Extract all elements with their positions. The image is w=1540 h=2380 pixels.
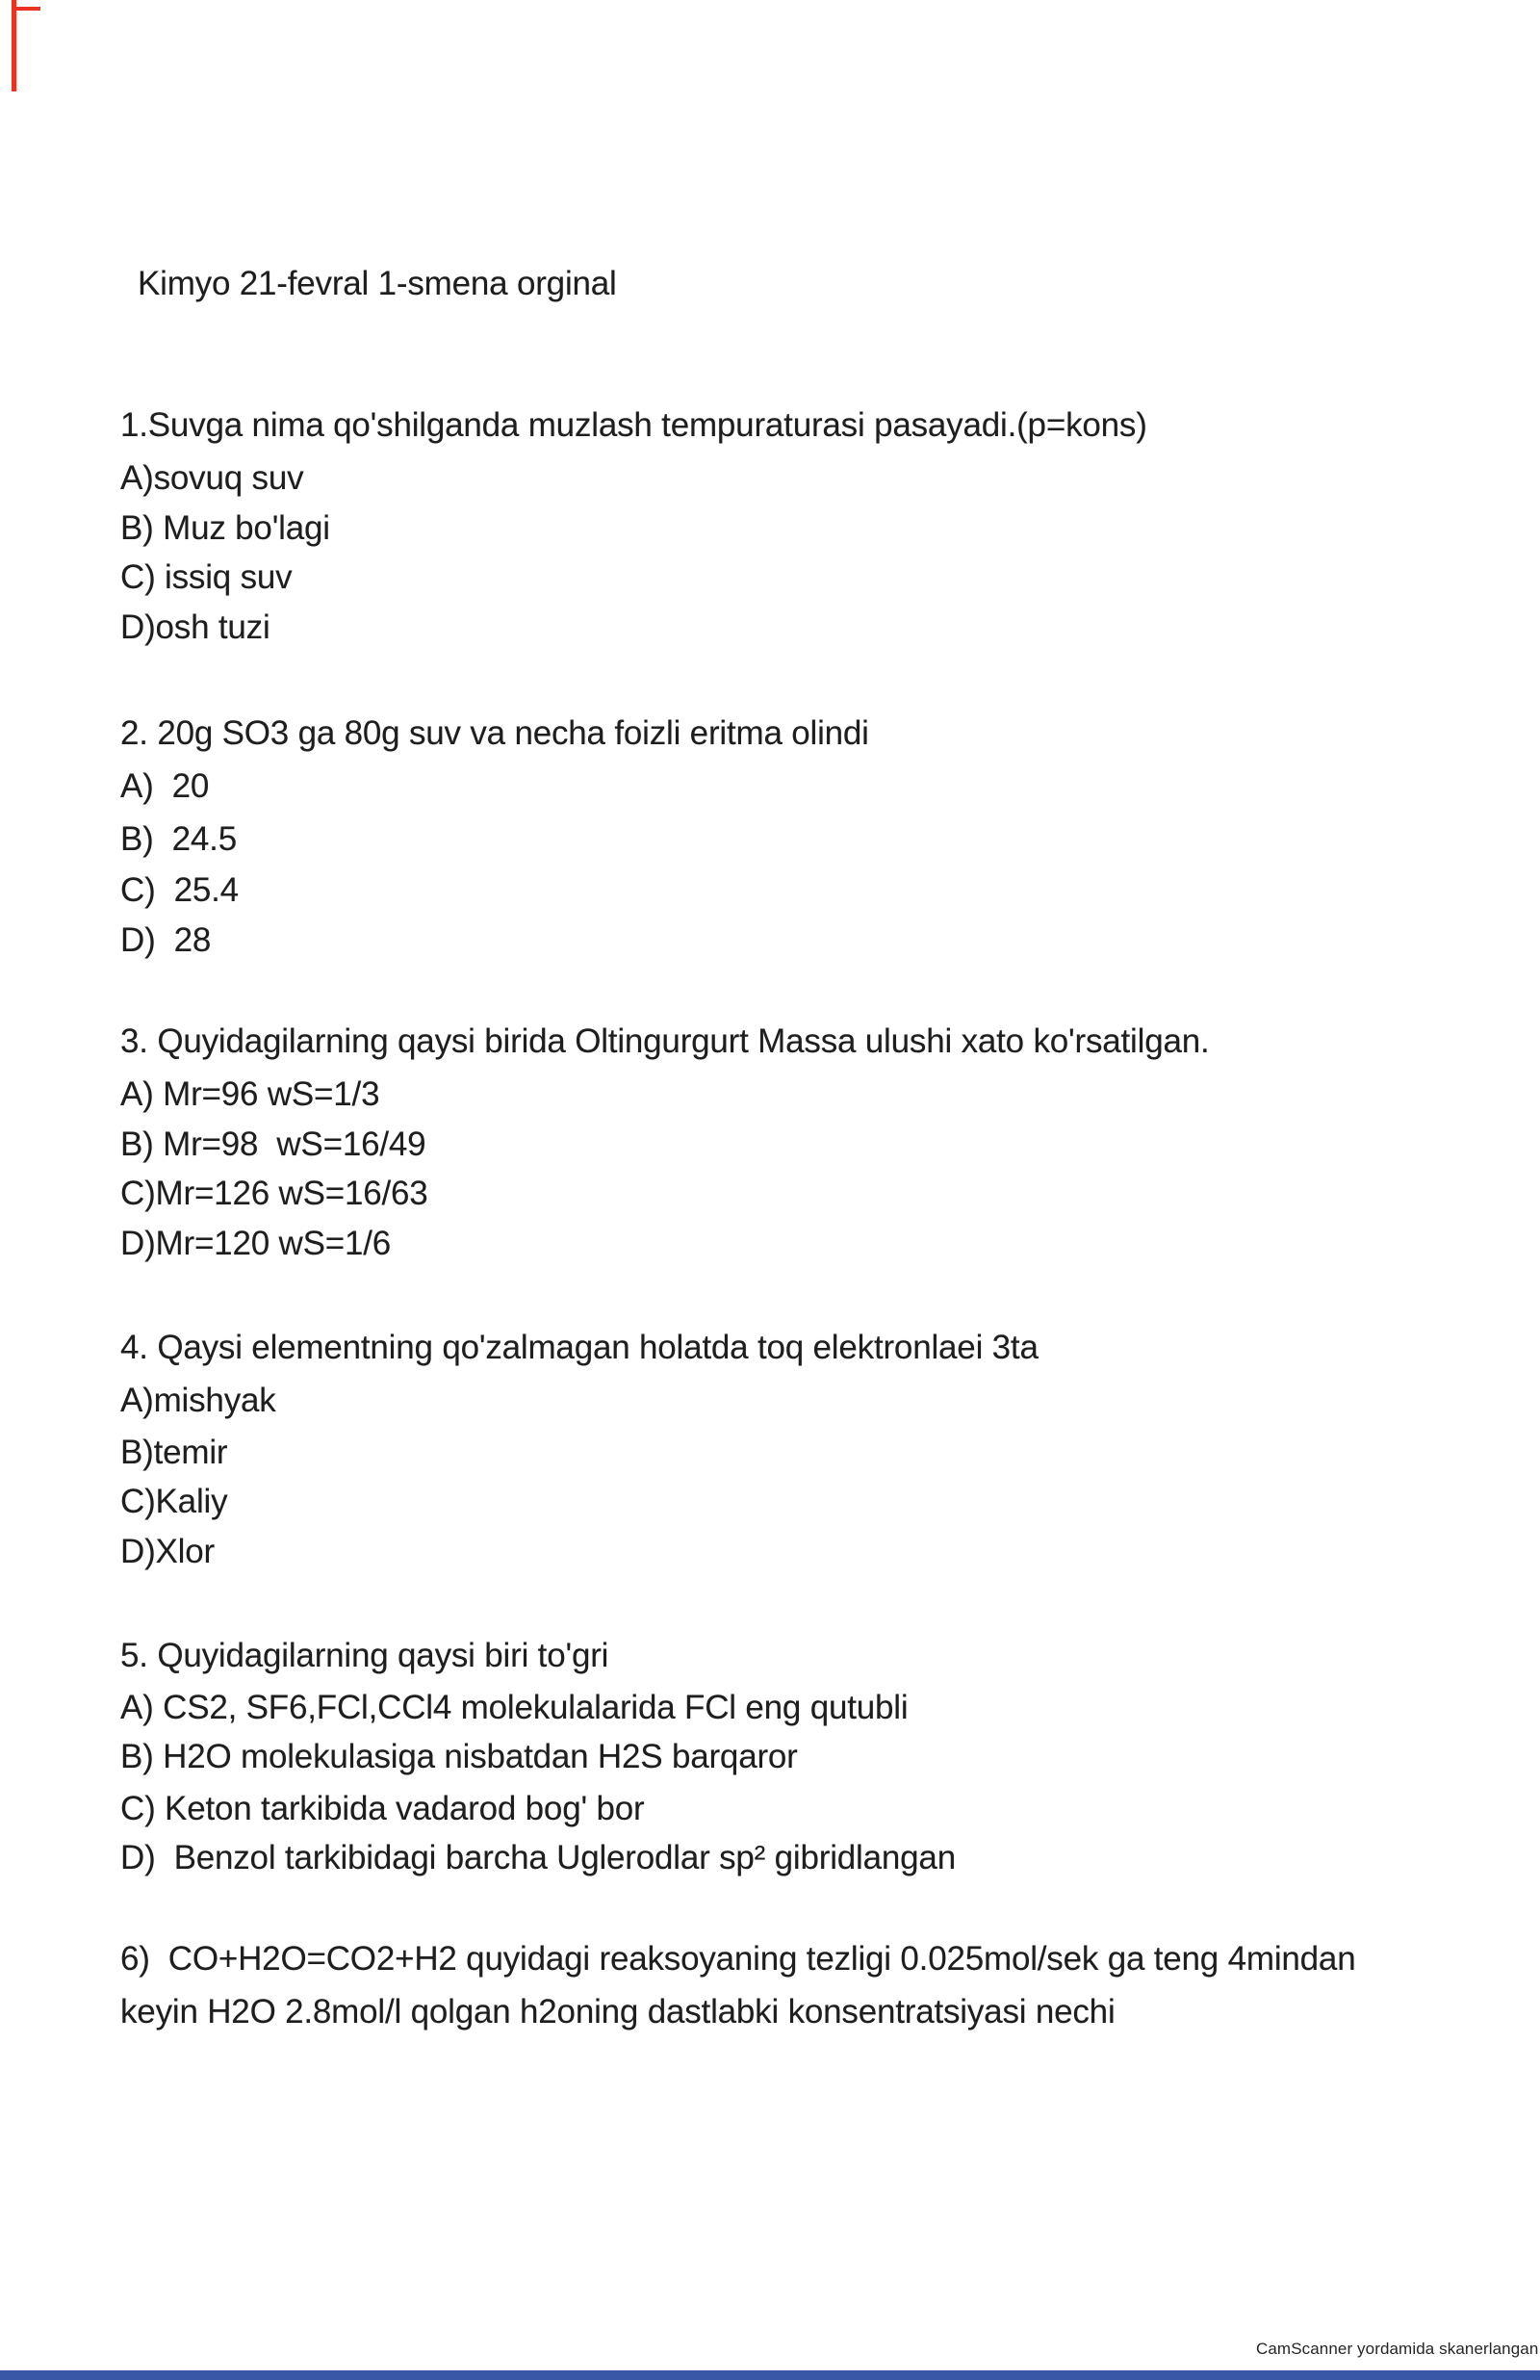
question-4-option-a: A)mishyak [120,1382,276,1419]
question-2-option-a: A) 20 [120,767,210,805]
question-2-option-b: B) 24.5 [120,820,237,858]
question-1-option-c: C) issiq suv [120,558,293,596]
red-scan-edge-mark-vertical [12,0,16,91]
question-3-option-b: B) Mr=98 wS=16/49 [120,1125,426,1163]
question-6-header-line-1: 6) CO+H2O=CO2+H2 quyidagi reaksoyaning tezligi 0.025mol/sek ga teng 4mindan [120,1940,1356,1978]
camscanner-footer-bar [0,2370,1540,2380]
question-3-option-d: D)Mr=120 wS=1/6 [120,1225,392,1262]
question-4-option-c: C)Kaliy [120,1483,228,1520]
question-3-option-a: A) Mr=96 wS=1/3 [120,1075,380,1113]
question-2-option-c: C) 25.4 [120,871,239,909]
question-1-option-a: A)sovuq suv [120,459,304,497]
question-1-option-d: D)osh tuzi [120,608,270,646]
question-5-option-d: D) Benzol tarkibidagi barcha Uglerodlar sp² gibridlangan [120,1839,956,1876]
question-4-header: 4. Qaysi elementning qo'zalmagan holatda toq elektronlaei 3ta [120,1329,1039,1366]
question-5-option-a: A) CS2, SF6,FCl,CCl4 molekulalarida FCl eng qutubli [120,1689,909,1726]
question-3-option-c: C)Mr=126 wS=16/63 [120,1175,428,1212]
question-1-header: 1.Suvga nima qo'shilganda muzlash tempuraturasi pasayadi.(p=kons) [120,406,1147,444]
question-2-header: 2. 20g SO3 ga 80g suv va necha foizli eritma olindi [120,714,869,752]
question-2-option-d: D) 28 [120,921,212,959]
camscanner-watermark-text: CamScanner yordamida skanerlangan [1256,2340,1539,2358]
question-4-option-b: B)temir [120,1434,228,1471]
question-5-option-c: C) Keton tarkibida vadarod bog' bor [120,1790,645,1827]
red-scan-edge-mark-horizontal [12,7,40,11]
question-5-header: 5. Quyidagilarning qaysi biri to'gri [120,1637,609,1674]
question-4-option-d: D)Xlor [120,1533,215,1570]
question-1-option-b: B) Muz bo'lagi [120,509,330,547]
question-6-header-line-2: keyin H2O 2.8mol/l qolgan h2oning dastlabki konsentratsiyasi nechi [120,1993,1116,2031]
document-title: Kimyo 21-fevral 1-smena orginal [138,265,617,302]
question-5-option-b: B) H2O molekulasiga nisbatdan H2S barqaror [120,1738,798,1775]
question-3-header: 3. Quyidagilarning qaysi birida Oltingurgurt Massa ulushi xato ko'rsatilgan. [120,1022,1210,1060]
